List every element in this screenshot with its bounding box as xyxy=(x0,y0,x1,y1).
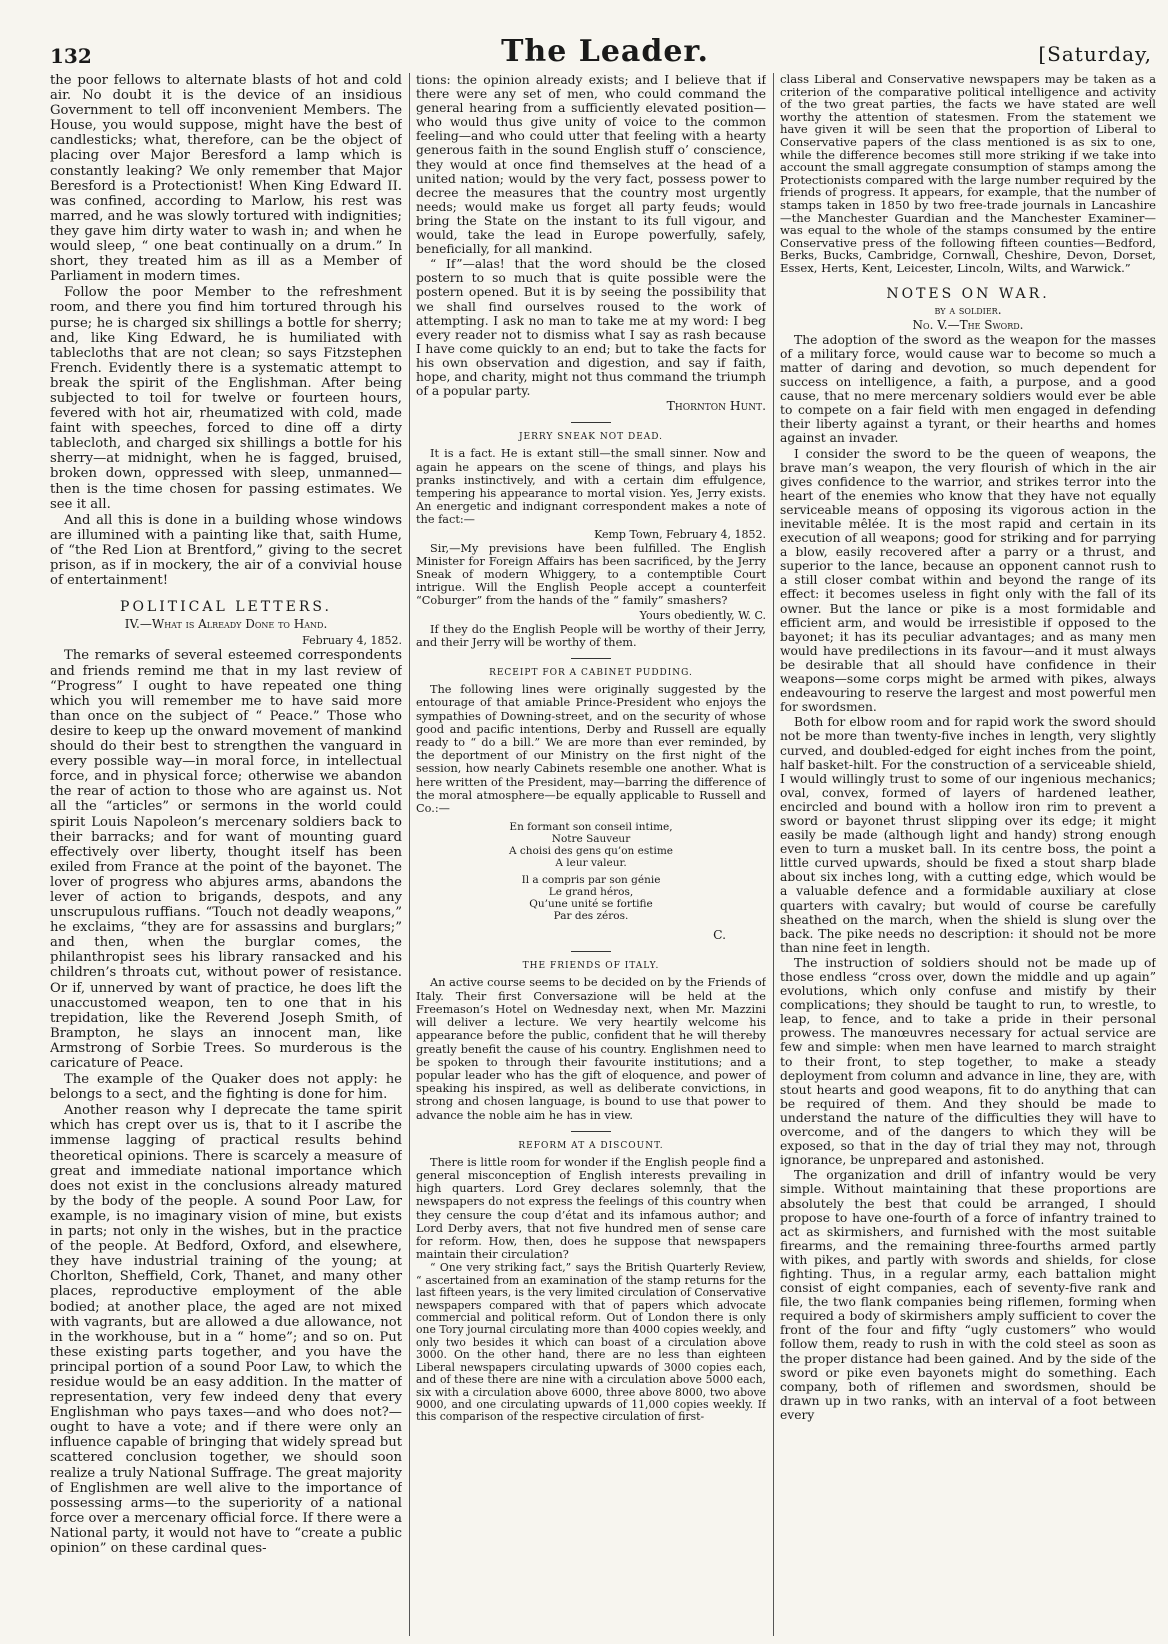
section-subtitle: No. V.—The Sword. xyxy=(912,317,1024,332)
verse-line: Notre Sauveur xyxy=(551,833,631,846)
newspaper-page xyxy=(50,30,1160,1636)
column-rule xyxy=(773,73,774,1636)
section-title: NOTES ON WAR. xyxy=(886,285,1050,302)
divider xyxy=(571,951,611,952)
masthead: The Leader. xyxy=(501,34,709,69)
paragraph: Follow the poor Member to the refreshment room, and there you find him tortured through his purse; he is charged six shillings a bottle for sherry; and, like King Edward, he is humiliated with tablecloths that are not clean; so says Fitzstephen French. Evidently there is a systematic attempt to break the spirit of the Englishman. After being subjected to toil for twelve or fourteen hours, fevered with hot air, rheumatized with cold, made faint with speeches, forced to dine off a dirty tablecloth, and charged six shillings a bottle for his sherry—at midnight, when he is fagged, bruised, broken down, oppressed with sleep, unmanned—then is the time chosen for passing estimates. We see it all. xyxy=(50,285,402,512)
column-rule xyxy=(409,73,410,1636)
article-title: REFORM AT A DISCOUNT. xyxy=(518,1140,664,1151)
divider xyxy=(571,1131,611,1132)
column-1 xyxy=(50,73,402,1636)
verse-line: A choisi des gens qu’on estime xyxy=(508,845,673,858)
paragraph: the poor fellows to alternate blasts of hot and cold air. No doubt it is the device of an insidious Government to tell off inconvenient Members. The House, you would suppose, might have the best of candlesticks; what, therefore, can be the object of placing over Major Beresford a lamp which is constantly leaking? We only remember that Major Beresford is a Protectionist! When King Edward II. was confined, according to Marlow, his rest was marred, and he was slowly tortured with indignities; they gave him dirty water to wash in; and when he would sleep, “ one beat continually on a drum.” In short, they treated him as ill as a Member of Parliament in modern times. xyxy=(50,73,402,285)
paragraph: The remarks of several esteemed correspondents and friends remind me that in my last review of “Progress” I ought to have repeated one thing which you will remember me to have said more than once on the subject of “ Peace.” Those who desire to keep up the onward movement of mankind should do their best to strengthen the vanguard in every possible way—in moral force, in intellectual force, and in physical force; otherwise we abandon the rear of action to those who are against us. Not all the “articles” or sermons in the world could spirit Louis Napoleon’s mercenary soldiers back to their barracks; and for want of mounting guard effectively over liberty, thought itself has been exiled from France at the point of the bayonet. The lover of progress who abjures arms, abandons the lever of action to brigands, despots, and any unscrupulous ruffians. “Touch not deadly weapons,” he exclaims, “they are for assassins and burglars;” and then, when the burglar comes, the philanthropist sees his library ransacked and his children’s throats cut, without power of resistance. Or if, unnerved by want of practice, he does lift the unaccustomed weapon, ten to one that in his trepidation, like the Reverend Joseph Smith, of Brampton, he slays an innocent man, like Armstrong of Sorbie Trees. So murderous is the caricature of Peace. xyxy=(50,648,402,1071)
section-subtitle: IV.—What is Already Done to Hand. xyxy=(124,617,328,632)
letter-date: Kemp Town, February 4, 1852. xyxy=(594,527,766,541)
paragraph: Another reason why I deprecate the tame spirit which has crept over us is, that to it I ascribe the immense lagging of practical results behind theoretical opinions. There is scarcely a measure of great and immediate national importance which does not exist in the conclusions already matured by the body of the people. A sound Poor Law, for example, is no imaginary vision of mine, but exists in parts; not only in the wishes, but in the practice of the people. At Bedford, Oxford, and elsewhere, they have industrial training of the young; at Chorlton, Sheffield, Cork, Thanet, and many other places, reproductive employment of the able bodied; at another place, the aged are not mixed with vagrants, but are allowed a due allowance, not in the workhouse, but in a “ home”; and so on. Put these existing parts together, and you have the principal portion of a sound Poor Law, to which the residue would be an easy addition. In the matter of representation, very few indeed deny that every Englishman who pays taxes—and who does not?—ought to have a vote; and if there were only an influence capable of bringing that widely spread but scattered conclusion together, we should soon realize a truly National Suffrage. The great majority of Englishmen are well alive to the importance of possessing arms—to the superiority of a national force over a mercenary official force. If there were a National party, it would not have to “create a public opinion” on these cardinal ques- xyxy=(50,1103,402,1556)
section-byline: by a soldier. xyxy=(934,302,1002,317)
article-title: JERRY SNEAK NOT DEAD. xyxy=(518,432,664,443)
columns xyxy=(50,73,1160,1636)
paragraph: The following lines were originally suggested by the entourage of that amiable Prince-President who enjoys the sympathies of Downing-street, and on the security of whose good and pacific intentions, Derby and Russell are equally ready to “ do a bill.” We are more than ever reminded, by the deportment of our Ministry on the first night of the session, how nearly Cabinets resemble one another. What is here written of the President, may—barring the difference of the moral atmosphere—be equally applicable to Russell and Co.:— xyxy=(416,683,766,816)
paragraph: Both for elbow room and for rapid work the sword should not be more than twenty-five inches in length, very slightly curved, and doubled-edged for eight inches from the point, half basket-hilt. For the construction of a serviceable shield, I would willingly trust to some of our ingenious mechanics; oval, convex, formed of layers of hardened leather, encircled and bound with a hollow iron rim to prevent a sword or bayonet thrust slipping over its edge; it might easily be made (although light and handy) strong enough even to turn a musket ball. In its centre boss, the point a little curved upwards, should be fixed a stout sharp blade about six inches long, with a cutting edge, which would be a valuable defence and a formidable auxiliary at close quarters with cavalry; but would of course be carefully sheathed on the march, when the shield is slung over the back. The pike needs no description: it should not be more than nine feet in length. xyxy=(780,715,1156,955)
verse-line: Qu’une unité se fortifie xyxy=(529,898,653,911)
verse xyxy=(416,821,766,922)
paragraph: There is little room for wonder if the English people find a general misconception of English interests prevailing in high quarters. Lord Grey declares solemnly, that the newspapers do not express the feelings of this country when they censure the coup d’état and its infamous author; and Lord Derby avers, that not five hundred men of sense care for reform. How, then, does he suppose that newspapers maintain their circulation? xyxy=(416,1155,766,1262)
paragraph: The organization and drill of infantry would be very simple. Without maintaining that these proportions are absolutely the best that could be arranged, I should propose to have one-fourth of a force of infantry trained to act as skirmishers, and furnished with the most suitable firearms, and the remaining three-fourths armed partly with pikes, and partly with swords and shields, for close fighting. Thus, in a regular army, each battalion might consist of eight companies, each of seventy-five rank and file, the two flank companies being riflemen, forming when required a body of skirmishers amply sufficient to cover the front of the four and fifty “ugly customers” who would follow them, ready to rush in with the cold steel as soon as the proper distance had been gained. And by the side of the sword or pike even bayonets might do something. Each company, both of riflemen and swordsmen, should be drawn up in two ranks, with an interval of a foot between every xyxy=(780,1168,1156,1422)
paragraph: The instruction of soldiers should not be made up of those endless “cross over, down the middle and up again” evolutions, which only confuse and mistify by their complications; they should be taught to run, to wrestle, to leap, to fence, and to take a pride in their personal prowess. The manœuvres necessary for actual service are few and simple: when men have learned to march straight to their front, to step together, to make a steady deployment from column and advance in line, they are, with stout hearts and good weapons, fit to do anything that can be required of them. And they should be made to understand the nature of the difficulties they will have to overcome, and of the dangers to which they will be exposed, so that in the day of trial they may not, through ignorance, be unprepared and astonished. xyxy=(780,955,1156,1168)
column-3 xyxy=(780,73,1156,1636)
paragraph: “ One very striking fact,” says the British Quarterly Review, “ ascertained from an examination of the stamp returns for the last fifteen years, is the very limited circulation of Conservative newspapers compared with that of papers which advocate commercial and political reform. Out of London there is only one Tory journal circulating more than 4000 copies weekly, and only two besides it which can boast of a circulation above 3000. On the other hand, there are no less than eighteen Liberal newspapers circulating upwards of 3000 copies each, and of these there are nine with a circulation above 5000 each, six with a circulation above 6000, three above 8000, two above 9000, and one circulating upwards of 11,000 copies weekly. If this comparison of the respective circulation of first- xyxy=(416,1261,766,1424)
header-day: [Saturday, xyxy=(1038,42,1152,66)
divider xyxy=(571,422,611,423)
paragraph: tions: the opinion already exists; and I believe that if there were any set of men, who could command the general hearing from a sufficiently elevated position—who would thus give unity of voice to the common feeling—and who could utter that feeling with a hearty generous faith in the sound English stuff o’ conscience, they would at once find themselves at the head of a united nation; would by the very fact, possess power to decree the measures that the country most urgently needs; would make us forget all party feuds; would bring the State on the instant to its full vigour, and would, take the lead in Europe powerfully, safely, beneficially, for all mankind. xyxy=(416,73,766,257)
article-title: RECEIPT FOR A CABINET PUDDING. xyxy=(489,668,693,679)
paragraph: I consider the sword to be the queen of weapons, the brave man’s weapon, the very flourish of which in the air gives confidence to the warrior, and strikes terror into the heart of the enemies who know that they have not equally serviceable means of opposing its vigorous action in the inevitable mêlée. It is the most rapid and certain in its execution of all weapons; good for striking and for parrying a blow, easily recovered after a parry or a thrust, and superior to the lance, because an opponent cannot rush to a still closer combat within and beyond the range of its effect: it becomes useless in fight only with the fall of its owner. But the lance or pike is a most formidable and efficient arm, and would be irresistible if opposed to the bayonet; it has its peculiar advantages; and as many men would have predilections in its favour—and it must always be desirable that all should have confidence in their weapons—some corps might be armed with pikes, always endeavouring to reserve the largest and most powerful men for swordsmen. xyxy=(780,446,1156,715)
verse-line: En formant son conseil intime, xyxy=(509,821,673,834)
signature: Thornton Hunt. xyxy=(666,399,766,414)
paragraph: class Liberal and Conservative newspapers may be taken as a criterion of the comparative political intelligence and activity of the two great parties, the facts we have stated are well worthy the attention of statesmen. From the statement we have given it will be seen that the proportion of Liberal to Conservative papers of the class mentioned is as six to one, while the difference becomes still more striking if we take into account the small aggregate consumption of stamps among the Protectionists compared with the large number required by the friends of progress. It appears, for example, that the number of stamps taken in 1850 by two free-trade journals in Lancashire—the Manchester Guardian and the Manchester Examiner—was equal to the whole of the stamps consumed by the entire Conservative press of the following fifteen counties—Bedford, Berks, Bucks, Cambridge, Cornwall, Cheshire, Devon, Dorset, Essex, Herts, Kent, Leicester, Lincoln, Wilts, and Warwick.” xyxy=(780,73,1156,275)
divider xyxy=(571,658,611,659)
paragraph: The adoption of the sword as the weapon for the masses of a military force, would cause war to become so much a matter of daring and devotion, so much dependent for success on intelligence, a faith, a purpose, and a good cause, that no mere mercenary soldiers would ever be able to compete on a fair field with men engaged in defending their liberty against a tyrant, or their hearths and homes against an invader. xyxy=(780,332,1156,446)
paragraph: If they do the English People will be worthy of their Jerry, and their Jerry will be worthy of them. xyxy=(416,622,766,649)
paragraph: An active course seems to be decided on by the Friends of Italy. Their first Conversazione will be held at the Freemason’s Hotel on Wednesday next, when Mr. Mazzini will deliver a lecture. We very heartily welcome his appearance before the public, confident that he will thereby greatly benefit the cause of his country. Englishmen need to be spoken to through their favourite institutions; and a popular leader who has the gift of eloquence, and power of speaking his inspired, as well as deliberate convictions, in strong and chosen language, is bound to use that power to advance the noble aim he has in view. xyxy=(416,976,766,1122)
page-header xyxy=(50,30,1160,75)
article-title: THE FRIENDS OF ITALY. xyxy=(522,961,660,972)
section-title: POLITICAL LETTERS. xyxy=(120,599,332,616)
paragraph: It is a fact. He is extant still—the small sinner. Now and again he appears on the scene of things, and plays his pranks instinctively, and with a certain dim effulgence, tempering his appearance to mortal vision. Yes, Jerry exists. An energetic and indignant correspondent makes a note of the fact:— xyxy=(416,447,766,527)
page-number: 132 xyxy=(50,44,92,68)
paragraph: And all this is done in a building whose windows are illumined with a painting like that, saith Hume, of “the Red Lion at Brentford,” giving to the secret prison, as if in mockery, the air of a convivial house of entertainment! xyxy=(50,512,402,589)
column-2 xyxy=(416,73,766,1636)
verse-line: Il a compris par son génie xyxy=(521,874,661,887)
verse-line: A leur valeur. xyxy=(555,857,627,870)
paragraph: “ If”—alas! that the word should be the closed postern to so much that is quite possible were the postern opened. But it is by seeing the possibility that we shall find ourselves roused to the work of attempting. I ask no man to take me at my word: I beg every reader not to dismiss what I say as rash because I have come quickly to an end; but to take the facts for his own observation and digestion, and say if faith, hope, and charity, might not thus command the triumph of a popular party. xyxy=(416,257,766,399)
signature: C. xyxy=(713,928,726,943)
paragraph: Sir,—My previsions have been fulfilled. The English Minister for Foreign Affairs has been sacrificed, by the Jerry Sneak of modern Whiggery, to a contemptible Court intrigue. Will the English People accept a counterfeit “Coburger” from the hands of the “ family” smashers? xyxy=(416,541,766,608)
verse-line: Par des zéros. xyxy=(553,910,629,923)
section-date: February 4, 1852. xyxy=(302,634,402,648)
verse-line: Le grand héros, xyxy=(548,886,634,899)
paragraph: The example of the Quaker does not apply: he belongs to a sect, and the fighting is done for him. xyxy=(50,1072,402,1103)
letter-signature: Yours obediently, W. C. xyxy=(639,608,766,622)
